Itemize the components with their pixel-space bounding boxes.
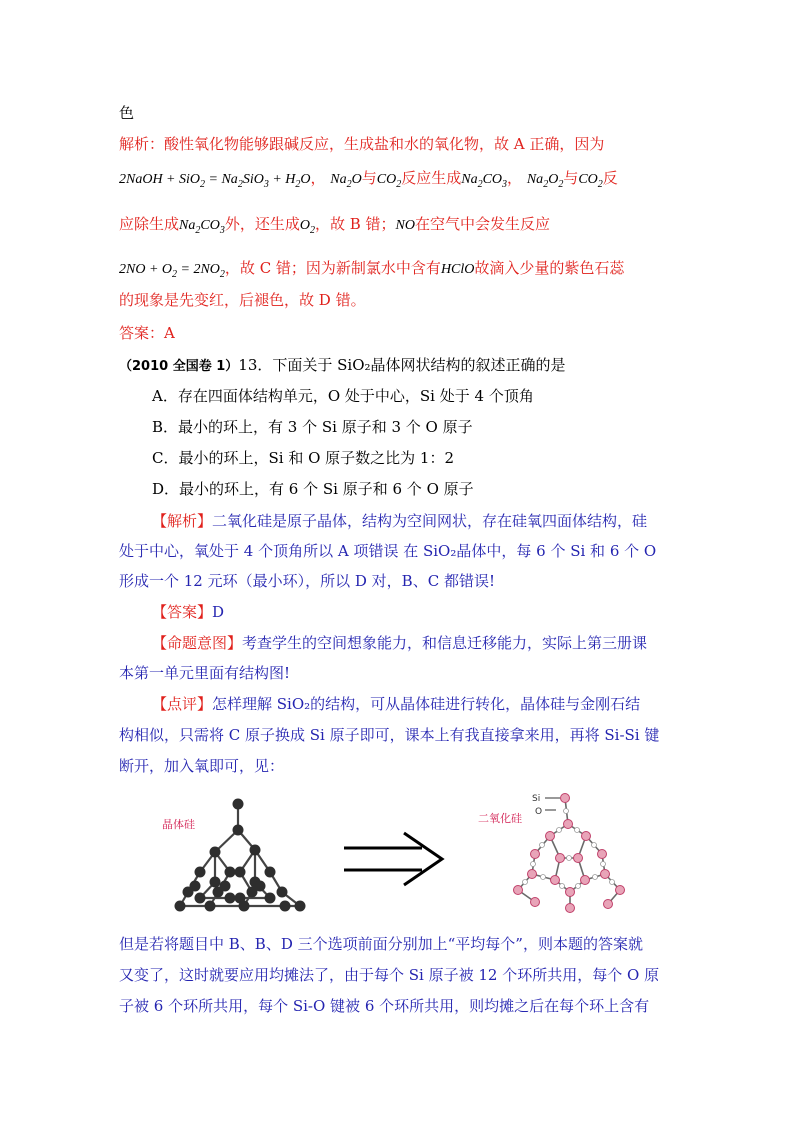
formula: $CO_2$ <box>376 172 402 190</box>
comment-line <box>152 694 640 714</box>
formula: $Na_2CO_3$ <box>179 218 225 236</box>
o-legend-label: O <box>535 807 543 817</box>
equation: $2NO + O_2 = 2NO_2$ <box>119 262 225 280</box>
analysis-line: 的现象是先变红，后褪色，故 D 错。 <box>119 291 366 309</box>
comment-line: 构相似，只需将 C 原子换成 Si 原子即可，课本上有我直接拿来用，再将 Si-Si 键 <box>119 726 660 744</box>
intent-line: 本第一单元里面有结构图! <box>119 664 291 682</box>
text: 反应生成 <box>401 169 462 187</box>
text: 外，还生成 <box>224 215 300 233</box>
conclusion-line: 但是若将题目中 B、B、D 三个选项前面分别加上“平均每个”，则本题的答案就 <box>119 935 643 953</box>
punct: ， <box>310 169 326 187</box>
silicon-dioxide-label: 二氧化硅 <box>478 812 522 825</box>
formula: HClO <box>440 262 475 277</box>
double-arrow-icon <box>342 830 447 888</box>
text: ，故 C 错；因为新制氯水中含有 <box>224 259 441 277</box>
text-line: 色 <box>119 104 135 122</box>
text: 反 <box>602 169 618 187</box>
silicon-dioxide-diagram <box>490 790 640 920</box>
text: 应除生成 <box>119 215 180 233</box>
intent-tag: 【命题意图】 <box>152 634 243 652</box>
text: 在空气中会发生反应 <box>414 215 550 233</box>
answer-tag: 【答案】 <box>152 603 213 621</box>
conclusion-line: 子被 6 个环所共用，每个 Si-O 键被 6 个环所共用，则均摊之后在每个环上含有 <box>119 997 650 1015</box>
question-source: （2010 全国卷 1） <box>119 359 239 374</box>
text: 故滴入少量的紫色石蕊 <box>474 259 625 277</box>
si-legend-label: Si <box>532 794 541 804</box>
comment-tag: 【点评】 <box>152 695 213 713</box>
text: ，故 B 错； <box>314 215 396 233</box>
conclusion-line: 又变了，这时就要应用均摊法了，由于每个 Si 原子被 12 个环所共用，每个 O 原 <box>119 966 660 984</box>
text: 与 <box>361 169 377 187</box>
equation-line <box>119 168 618 195</box>
jiexi-line: 形成一个 12 元环（最小环），所以 D 对，B、C 都错误! <box>119 572 495 590</box>
punct: ， <box>507 169 523 187</box>
text: D <box>212 603 225 621</box>
formula: $Na_2CO_3$ <box>461 172 508 190</box>
intent-line <box>152 633 647 653</box>
text: 考查学生的空间想象能力，和信息迁移能力，实际上第三册课 <box>242 634 648 652</box>
analysis-line <box>119 214 550 241</box>
comment-line: 断开，加入氧即可，见： <box>119 757 285 775</box>
formula: $Na_2O$ <box>330 172 362 190</box>
option-a: A．存在四面体结构单元，O 处于中心，Si 处于 4 个顶角 <box>152 387 534 405</box>
crystal-silicon-label: 晶体硅 <box>162 818 195 831</box>
formula: $Na_2O_2$ <box>526 172 564 190</box>
formula: $CO_2$ <box>578 172 603 190</box>
question-line <box>119 355 566 377</box>
option-b: B．最小的环上，有 3 个 Si 原子和 3 个 O 原子 <box>152 418 473 436</box>
answer-line: 答案：A <box>119 324 175 342</box>
formula: NO <box>395 218 415 233</box>
jiexi-line <box>152 511 647 531</box>
answer-line <box>152 602 224 622</box>
analysis-line <box>119 258 624 285</box>
analysis-line: 解析：酸性氧化物能够跟碱反应，生成盐和水的氧化物，故 A 正确，因为 <box>119 135 605 153</box>
option-d: D．最小的环上，有 6 个 Si 原子和 6 个 O 原子 <box>152 480 474 498</box>
jiexi-tag: 【解析】 <box>152 512 213 530</box>
text: 怎样理解 SiO₂的结构，可从晶体硅进行转化，晶体硅与金刚石结 <box>212 695 641 713</box>
formula: $O_2$ <box>299 218 315 236</box>
equation: 2NaOH + $SiO_2 = Na_2SiO_3 + H_2O$ <box>119 172 311 190</box>
question-text: 13．下面关于 SiO₂晶体网状结构的叙述正确的是 <box>238 356 566 374</box>
text: 与 <box>563 169 579 187</box>
text: 二氧化硅是原子晶体，结构为空间网状，存在硅氧四面体结构，硅 <box>212 512 648 530</box>
crystal-silicon-diagram <box>160 790 320 925</box>
jiexi-line: 处于中心，氧处于 4 个顶角所以 A 项错误 在 SiO₂晶体中，每 6 个 Si 和 6 个 O <box>119 542 657 560</box>
option-c: C．最小的环上，Si 和 O 原子数之比为 1：2 <box>152 449 455 467</box>
